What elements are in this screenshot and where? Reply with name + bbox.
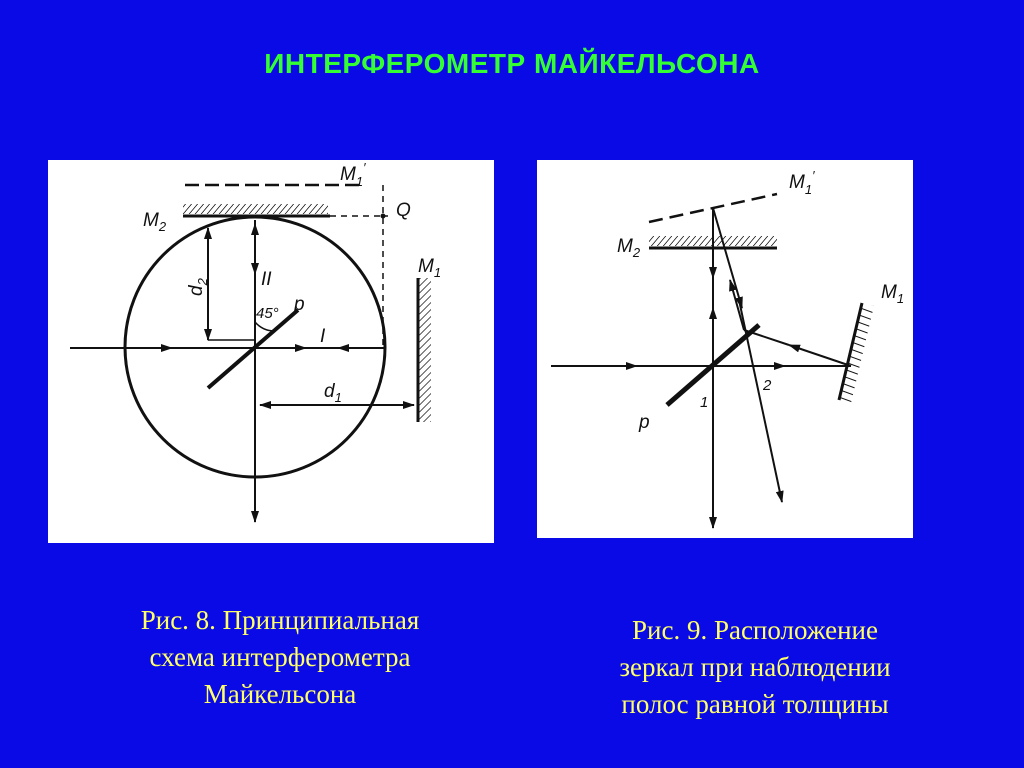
caption-line: схема интерферометра: [149, 642, 411, 672]
label-angle: 45°: [256, 305, 279, 322]
label-plate-p: p: [639, 412, 650, 433]
caption-line: полос равной толщины: [621, 689, 889, 719]
output-ray-2: [739, 300, 782, 502]
label-m1: $M_1$: [418, 256, 442, 280]
figure-8-panel: [48, 160, 494, 543]
m1-return-beam: [789, 345, 851, 366]
label-m1-prime: $M_1'$: [789, 168, 815, 197]
label-m1-prime: $M_1'$: [340, 160, 366, 189]
label-ray-2: 2: [763, 377, 772, 394]
slide-title: ИНТЕРФЕРОМЕТР МАЙКЕЛЬСОНА: [264, 48, 760, 79]
slanted-ray-down: [713, 208, 742, 308]
label-m2: $M_2$: [617, 236, 641, 260]
label-ray-1: 1: [700, 394, 709, 411]
figure-9-caption: [560, 612, 950, 723]
label-arm-ii: II: [261, 269, 272, 290]
michelson-schematic-diagram: [48, 160, 494, 543]
mirror-m1-hatch: [839, 303, 874, 403]
figure-9-panel: [537, 160, 913, 538]
point-q: [381, 214, 386, 219]
label-plate-p: p: [294, 294, 305, 315]
label-d1: $d_1$: [324, 381, 342, 405]
mirror-arrangement-diagram: [537, 160, 913, 538]
label-m1: $M_1$: [881, 282, 905, 306]
label-q: Q: [396, 200, 411, 221]
caption-line: Майкельсона: [203, 679, 357, 709]
label-m2: $M_2$: [143, 210, 167, 234]
caption-line: зеркал при наблюдении: [619, 652, 891, 682]
label-arm-i: I: [320, 326, 326, 347]
label-d2: $d_2$: [186, 278, 210, 296]
mirror-m2-hatch: [183, 204, 328, 214]
caption-line: Рис. 8. Принципиальная: [140, 605, 420, 635]
angle-arc: [255, 322, 274, 331]
mirror-m1-hatch: [419, 278, 431, 422]
figure-8-caption: [90, 602, 470, 713]
caption-line: Рис. 9. Расположение: [632, 615, 878, 645]
